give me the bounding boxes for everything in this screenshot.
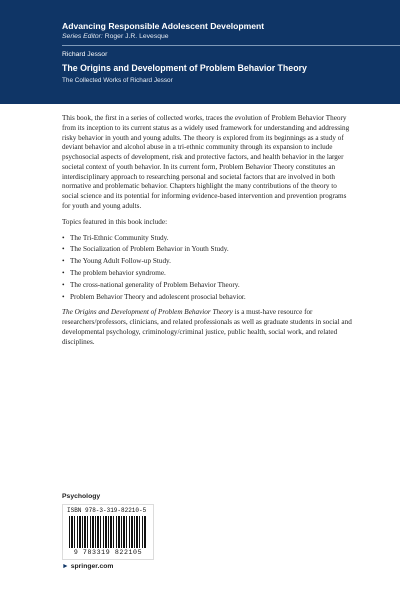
series-editor-label: Series Editor:	[62, 33, 103, 40]
series-title: Advancing Responsible Adolescent Development	[62, 21, 265, 31]
topic-item: • The Tri-Ethnic Community Study.	[62, 234, 354, 244]
barcode-bars	[69, 516, 147, 548]
header-divider	[62, 45, 400, 46]
topic-item: • The cross-national generality of Problem Behavior Theory.	[62, 281, 354, 291]
topic-item: • The Socialization of Problem Behavior in Youth Study.	[62, 245, 354, 255]
topic-item: • The Young Adult Follow-up Study.	[62, 257, 354, 267]
website-text: springer.com	[70, 563, 114, 570]
category-label: Psychology	[62, 493, 101, 500]
series-editor-name: Roger J.R. Levesque	[104, 33, 169, 40]
topic-list	[62, 234, 354, 303]
closing-title: The Origins and Development of Problem Behavior Theory	[62, 308, 233, 317]
isbn-text: ISBN 978-3-319-82210-5	[67, 507, 147, 514]
description	[62, 114, 354, 353]
description-paragraph: This book, the first in a series of collected works, traces the evolution of Problem Behavior Theory from its inception to its current status as a widely used framework for understanding and addressing risky behavior in youth and young adults. The theory is explored from its beginnings as a study of deviant behavior and alcohol abuse in a tri-ethnic community through its expansion to include psychosocial aspects of development, risk and protective factors, and health behavior in the larger societal context of youth behavior. In its current form, Problem Behavior Theory constitutes an interdisciplinary approach to researching personal and societal factors that are involved in both normative and problematic behavior. Chapters highlight the many contributions of the theory to social science and its potential for informing evidence-based intervention and prevention programs for youth and young adults.	[62, 114, 350, 211]
topic-item: • Problem Behavior Theory and adolescent prosocial behavior.	[62, 293, 354, 303]
book-subtitle: The Collected Works of Richard Jessor	[62, 77, 173, 84]
arrow-icon: ►	[62, 563, 69, 570]
header-band	[0, 0, 400, 104]
barcode-number: 9 783319 822105	[73, 549, 143, 556]
topic-item: • The problem behavior syndrome.	[62, 269, 354, 279]
author-name: Richard Jessor	[62, 51, 108, 58]
book-title: The Origins and Development of Problem Behavior Theory	[62, 63, 307, 73]
closing-text: is a must-have resource for researchers/professors, clinicians, and related professionals as well as graduate students in social and developmental psychology, criminology/criminal justice, public health, social work, and related disciplines.	[62, 308, 352, 346]
series-editor	[62, 33, 169, 40]
topics-intro: Topics featured in this book include:	[62, 217, 168, 226]
isbn-barcode	[62, 504, 154, 560]
closing-paragraph	[62, 308, 354, 347]
publisher-website[interactable]	[62, 563, 113, 570]
